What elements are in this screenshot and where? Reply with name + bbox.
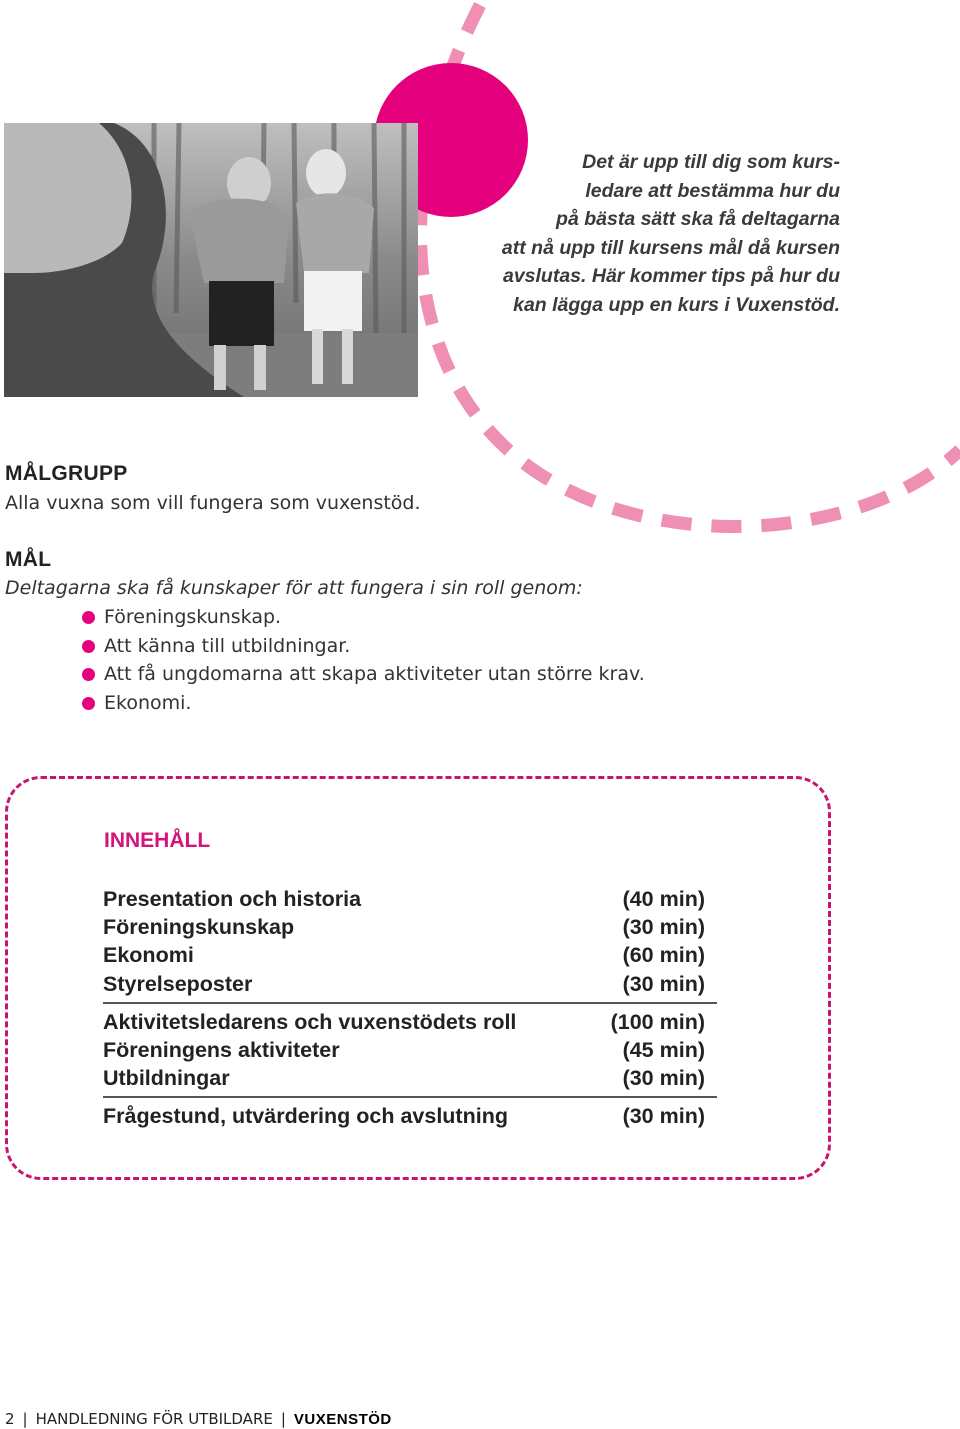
mal-heading: MÅL	[5, 548, 52, 571]
table-row	[103, 1064, 717, 1092]
list-item	[82, 689, 645, 718]
list-item	[82, 632, 645, 661]
intro-line: att nå upp till kursens mål då kursen	[501, 236, 840, 259]
malgrupp-heading: MÅLGRUPP	[5, 462, 128, 485]
row-label: Föreningens aktiviteter	[103, 1037, 340, 1062]
row-time: (40 min)	[622, 887, 705, 911]
row-time: (30 min)	[622, 1104, 705, 1129]
footer-title: HANDLEDNING FÖR UTBILDARE	[35, 1410, 273, 1428]
malgrupp-text: Alla vuxna som vill fungera som vuxenstöd.	[5, 492, 421, 514]
row-label: Frågestund, utvärdering och avslutning	[103, 1104, 508, 1129]
row-label: Aktivitetsledarens och vuxenstödets roll	[103, 1009, 517, 1034]
row-time: (45 min)	[622, 1037, 705, 1062]
row-label: Föreningskunskap	[103, 915, 295, 940]
row-time: (30 min)	[622, 1066, 705, 1091]
page-number: 2	[5, 1410, 15, 1428]
runners-photo	[4, 123, 418, 397]
footer-brand: VUXENSTÖD	[293, 1411, 392, 1428]
schedule-group	[103, 885, 717, 1004]
intro-line: Det är upp till dig som kurs-	[582, 151, 840, 173]
intro-line: ledare att bestämma hur du	[585, 179, 840, 202]
row-time: (100 min)	[610, 1009, 705, 1034]
schedule-group	[103, 1102, 717, 1134]
intro-text	[440, 148, 840, 319]
bullet-text: Att känna till utbildningar.	[104, 634, 351, 657]
schedule-table	[103, 885, 717, 1139]
intro-line: kan lägga upp en kurs i Vuxenstöd.	[513, 293, 840, 316]
bullet-dot-icon	[82, 640, 95, 653]
row-time: (30 min)	[622, 915, 705, 940]
bullet-text: Föreningskunskap.	[104, 606, 282, 628]
bullet-text: Ekonomi.	[104, 692, 192, 715]
row-time: (30 min)	[622, 971, 705, 996]
table-row	[103, 913, 717, 941]
table-row	[103, 1008, 717, 1036]
bullet-dot-icon	[82, 611, 95, 624]
row-label: Utbildningar	[103, 1066, 230, 1091]
footer-divider: |	[22, 1410, 28, 1428]
row-label: Ekonomi	[103, 943, 194, 968]
intro-line: på bästa sätt ska få deltagarna	[556, 208, 840, 230]
bullet-dot-icon	[82, 668, 95, 681]
intro-line: avslutas. Här kommer tips på hur du	[502, 265, 840, 287]
footer-divider: |	[280, 1410, 286, 1428]
innehall-heading: INNEHÅLL	[104, 829, 211, 852]
row-label: Styrelseposter	[103, 971, 253, 996]
row-time: (60 min)	[622, 943, 705, 968]
bullet-dot-icon	[82, 697, 95, 710]
table-row	[103, 885, 717, 913]
table-row	[103, 970, 717, 998]
bullet-text: Att få ungdomarna att skapa aktiviteter utan större krav.	[104, 663, 645, 686]
table-row	[103, 1102, 717, 1130]
list-item	[82, 660, 645, 689]
row-label: Presentation och historia	[103, 887, 362, 911]
mal-bullet-list	[82, 603, 645, 718]
schedule-group	[103, 1008, 717, 1099]
list-item	[82, 603, 645, 632]
page-footer	[5, 1410, 392, 1428]
mal-lead: Deltagarna ska få kunskaper för att fungera i sin roll genom:	[5, 577, 583, 599]
table-row	[103, 1036, 717, 1064]
table-row	[103, 941, 717, 969]
